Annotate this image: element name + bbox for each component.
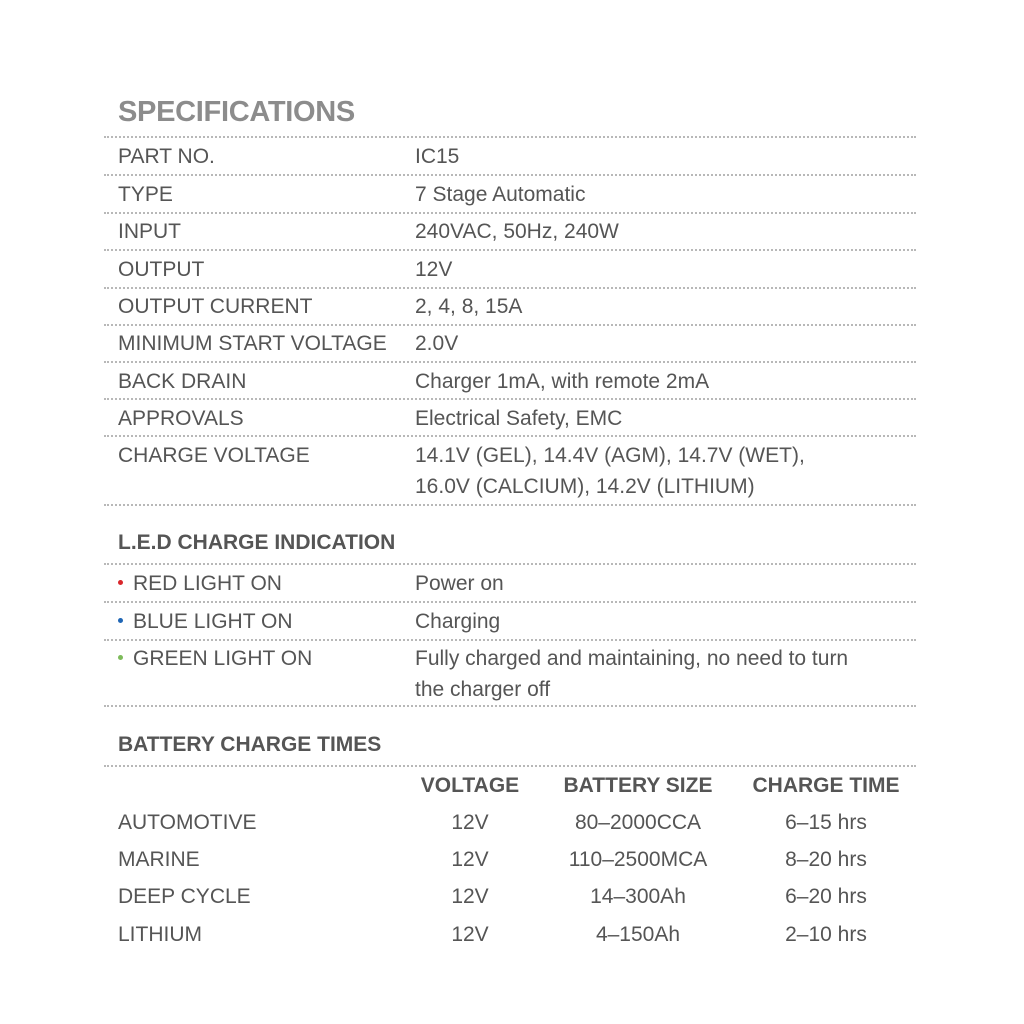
spec-value-back-drain: Charger 1mA, with remote 2mA [415,370,710,393]
divider [104,705,916,707]
led-value-blue: Charging [415,610,501,633]
divider [104,601,916,603]
spec-value-approvals: Electrical Safety, EMC [415,407,623,430]
divider [104,398,916,400]
table-cell-voltage: 12V [451,885,489,908]
divider [104,361,916,363]
spec-label-input: INPUT [118,220,181,243]
spec-label-charge-voltage: CHARGE VOLTAGE [118,444,310,467]
table-cell-voltage: 12V [451,811,489,834]
spec-value-part-no: IC15 [415,145,460,168]
table-cell-time: 8–20 hrs [785,848,867,871]
divider [104,563,916,565]
column-header-charge-time: CHARGE TIME [752,774,900,797]
table-cell-voltage: 12V [451,923,489,946]
led-value-green-line1: Fully charged and maintaining, no need to turn [415,647,849,670]
divider [104,174,916,176]
divider [104,504,916,506]
spec-value-charge-voltage-line1: 14.1V (GEL), 14.4V (AGM), 14.7V (WET), [415,444,805,467]
spec-label-part-no: PART NO. [118,145,215,168]
spec-value-min-start-voltage: 2.0V [415,332,459,355]
led-label-red [118,572,282,596]
green-dot-icon [118,655,123,660]
times-section-heading: BATTERY CHARGE TIMES [118,733,382,756]
blue-dot-icon [118,618,123,623]
spec-value-output: 12V [415,258,453,281]
table-cell-size: 4–150Ah [595,923,681,946]
divider [104,136,916,138]
divider [104,324,916,326]
table-row-type: MARINE [118,848,200,871]
table-row-type: AUTOMOTIVE [118,811,257,834]
column-header-voltage: VOLTAGE [420,774,520,797]
divider [104,765,916,767]
divider [104,249,916,251]
spec-label-output: OUTPUT [118,258,205,281]
spec-value-charge-voltage-line2: 16.0V (CALCIUM), 14.2V (LITHIUM) [415,475,755,498]
table-cell-size: 14–300Ah [590,885,686,908]
table-cell-size: 110–2500MCA [568,848,708,871]
spec-value-input: 240VAC, 50Hz, 240W [415,220,619,243]
spec-value-type: 7 Stage Automatic [415,183,586,206]
table-cell-time: 6–20 hrs [785,885,867,908]
led-label-blue [118,610,293,634]
divider [104,212,916,214]
led-label-text: RED LIGHT ON [133,572,282,595]
page-title: SPECIFICATIONS [118,96,355,128]
table-row-type: LITHIUM [118,923,202,946]
spec-value-output-current: 2, 4, 8, 15A [415,295,523,318]
led-label-green [118,647,312,671]
led-label-text: GREEN LIGHT ON [133,647,313,670]
spec-label-back-drain: BACK DRAIN [118,370,247,393]
table-row-type: DEEP CYCLE [118,885,251,908]
divider [104,435,916,437]
table-cell-voltage: 12V [451,848,489,871]
spec-label-output-current: OUTPUT CURRENT [118,295,313,318]
spec-label-min-start-voltage: MINIMUM START VOLTAGE [118,332,387,355]
led-label-text: BLUE LIGHT ON [133,610,293,633]
table-cell-time: 2–10 hrs [785,923,867,946]
spec-label-approvals: APPROVALS [118,407,244,430]
table-cell-time: 6–15 hrs [785,811,867,834]
table-cell-size: 80–2000CCA [574,811,702,834]
divider [104,287,916,289]
column-header-battery-size: BATTERY SIZE [563,774,713,797]
led-value-green-line2: the charger off [415,678,551,701]
led-section-heading: L.E.D CHARGE INDICATION [118,531,396,554]
spec-label-type: TYPE [118,183,173,206]
red-dot-icon [118,580,123,585]
led-value-red: Power on [415,572,504,595]
divider [104,639,916,641]
